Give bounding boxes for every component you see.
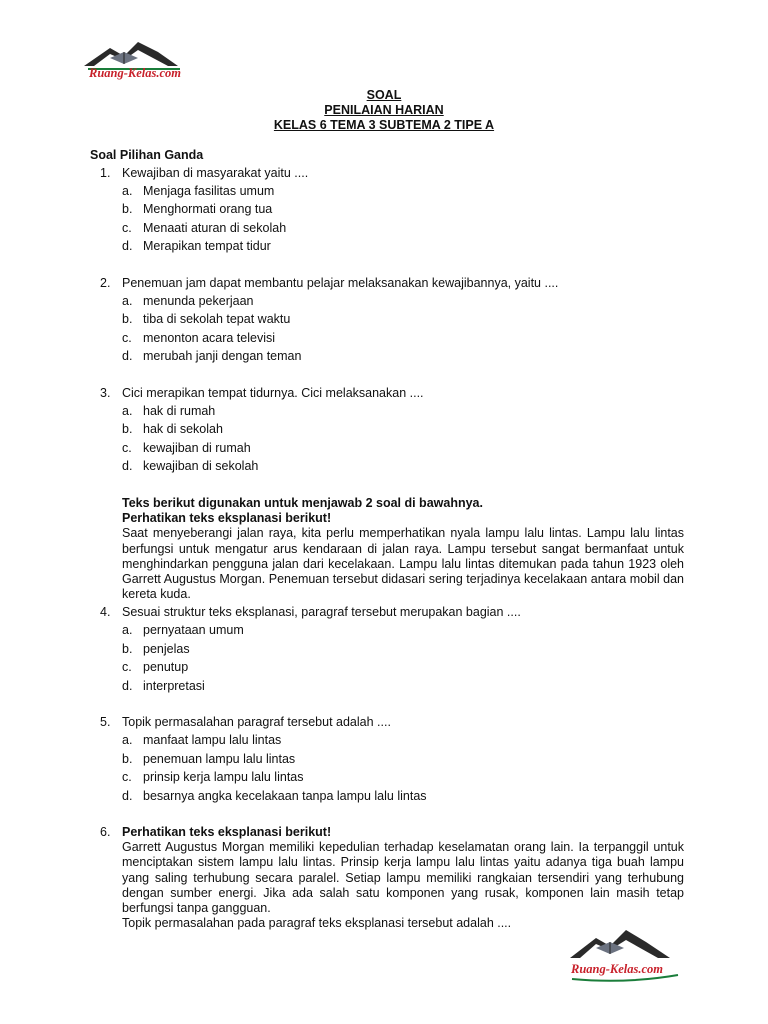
title-line-3: KELAS 6 TEMA 3 SUBTEMA 2 TIPE A [273,118,495,132]
page-title [0,88,768,133]
option-text: Menaati aturan di sekolah [143,221,287,235]
option-letter: c. [122,770,132,784]
option-letter: a. [122,623,133,637]
underline-swoosh-icon [566,926,690,982]
logo-text: Ruang-Kelas.com [571,962,664,976]
option-text: Menghormati orang tua [143,202,273,216]
option-text: hak di sekolah [143,422,223,436]
question-text: Topik permasalahan paragraf tersebut adalah .... [122,715,391,729]
option-letter: c. [122,331,132,345]
option-letter: d. [122,239,133,253]
option-text: penutup [143,660,189,674]
option-letter: b. [122,642,133,656]
passage-heading: Perhatikan teks eksplanasi berikut! [122,825,332,839]
section-title: Soal Pilihan Ganda [90,148,204,162]
option-text: pernyataan umum [143,623,244,637]
question-text: Kewajiban di masyarakat yaitu .... [122,166,309,180]
option-letter: a. [122,733,133,747]
option-text: interpretasi [143,679,205,693]
option-text: menunda pekerjaan [143,294,254,308]
option-letter: a. [122,294,133,308]
option-letter: a. [122,404,133,418]
question-number: 5. [100,715,111,729]
option-letter: c. [122,221,132,235]
option-letter: c. [122,660,132,674]
option-letter: b. [122,752,133,766]
option-text: kewajiban di rumah [143,441,251,455]
question-text: Cici merapikan tempat tidurnya. Cici melaksanakan .... [122,386,424,400]
option-letter: d. [122,349,133,363]
option-text: manfaat lampu lalu lintas [143,733,282,747]
question-number: 1. [100,166,111,180]
option-text: penemuan lampu lalu lintas [143,752,296,766]
question-number: 4. [100,605,111,619]
option-letter: a. [122,184,133,198]
title-line-2: PENILAIAN HARIAN [324,103,444,117]
option-text: tiba di sekolah tepat waktu [143,312,291,326]
option-letter: d. [122,789,133,803]
logo-text: Ruang-Kelas.com [89,66,182,80]
question-number: 6. [100,825,111,839]
option-text: Merapikan tempat tidur [143,239,271,253]
option-text: prinsip kerja lampu lalu lintas [143,770,304,784]
passage-body: Garrett Augustus Morgan memiliki kepedulian terhadap keselamatan orang lain. Ia terpanggil untuk menciptakan sistem lampu lalu lintas. Prinsip kerja lampu lalu lintas yaitu adanya tiga buah lampu yang saling terhubung secara paralel. Setiap lampu memiliki rangkaian tersendiri yang terhubung dengan sumber energi. Jika ada salah satu komponen yang rusak, komponen lain masih tetap berfungsi tanpa gangguan. [122,840,684,916]
logo-top [80,38,204,86]
option-letter: d. [122,679,133,693]
passage-intro: Teks berikut digunakan untuk menjawab 2 soal di bawahnya. [122,496,483,510]
passage-heading: Perhatikan teks eksplanasi berikut! [122,511,332,526]
question-number: 3. [100,386,111,400]
option-text: menonton acara televisi [143,331,276,345]
title-line-1: SOAL [366,88,402,102]
logo-bottom [566,926,690,982]
option-text: kewajiban di sekolah [143,459,259,473]
passage-body: Saat menyeberangi jalan raya, kita perlu memperhatikan nyala lampu lalu lintas. Lampu lalu lintas berfungsi untuk mengatur arus kendaraan di jalan raya. Lampu tersebut sangat bermanfaat untuk menghindarkan pengguna jalan dari kecelakaan. Lampu lalu lintas ditemukan pada tahun 1923 oleh Garrett Augustus Morgan. Penemuan tersebut didasari sering terjadinya kecelakaan antara mobil dan kereta kuda. [122,526,684,602]
option-text: Menjaga fasilitas umum [143,184,275,198]
option-letter: b. [122,312,133,326]
option-letter: d. [122,459,133,473]
passage-2 [122,825,684,931]
option-letter: c. [122,441,132,455]
question-text: Topik permasalahan pada paragraf teks eksplanasi tersebut adalah .... [122,916,512,931]
option-letter: b. [122,422,133,436]
option-text: merubah janji dengan teman [143,349,302,363]
question-number: 2. [100,276,111,290]
question-text: Penemuan jam dapat membantu pelajar melaksanakan kewajibannya, yaitu .... [122,276,559,290]
option-text: besarnya angka kecelakaan tanpa lampu lalu lintas [143,789,427,803]
option-text: hak di rumah [143,404,216,418]
option-letter: b. [122,202,133,216]
passage-1 [122,496,684,602]
question-text: Sesuai struktur teks eksplanasi, paragraf tersebut merupakan bagian .... [122,605,521,619]
option-text: penjelas [143,642,190,656]
